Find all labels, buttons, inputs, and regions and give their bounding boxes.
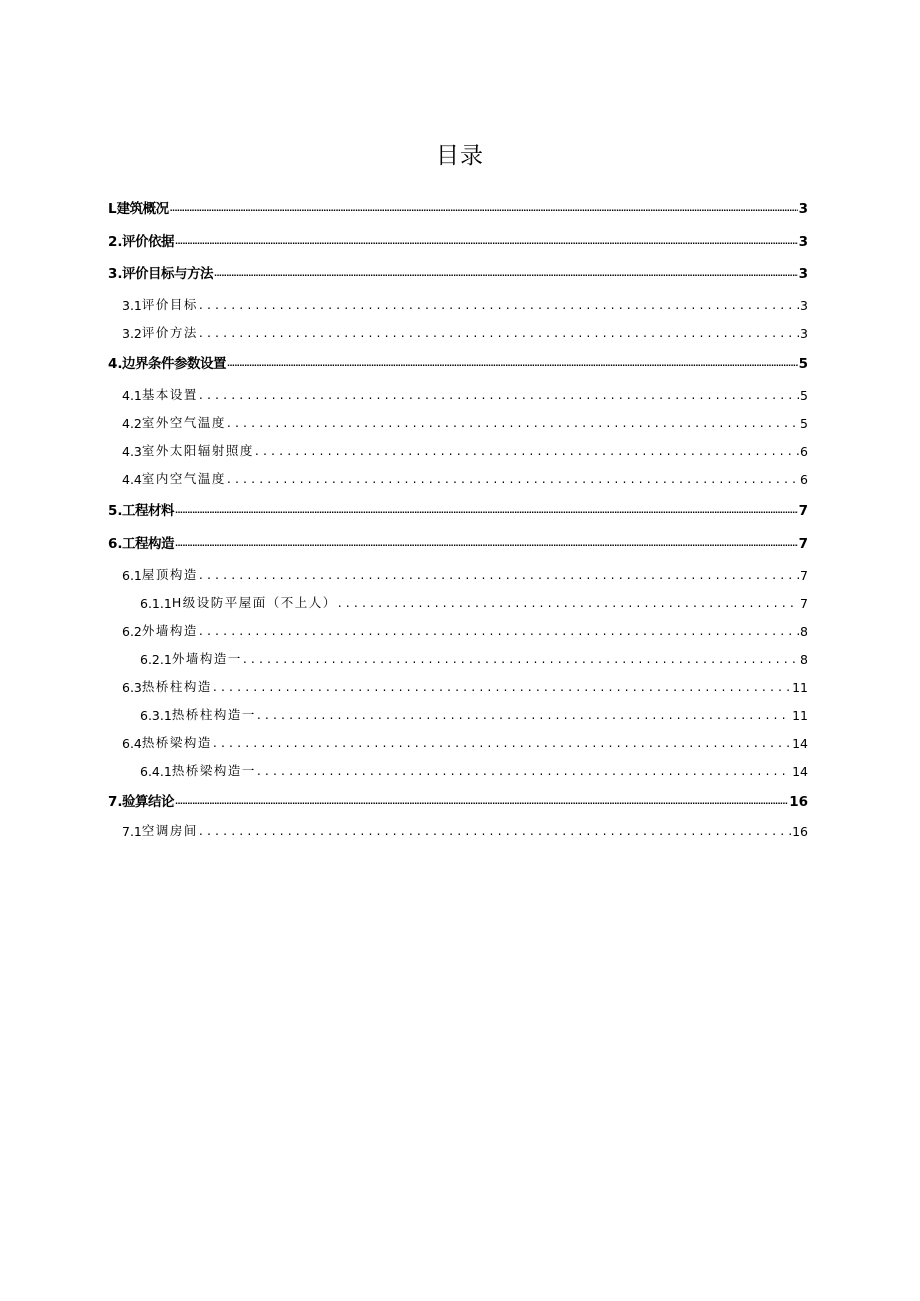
toc-entry-number: 6.4 bbox=[122, 736, 142, 751]
toc-dot-leader bbox=[175, 506, 798, 519]
toc-entry[interactable] bbox=[108, 530, 808, 552]
toc-entry-number: 6.3.1 bbox=[140, 708, 172, 723]
toc-entry-page-number: 5 bbox=[798, 356, 808, 372]
toc-entry[interactable] bbox=[108, 817, 808, 839]
toc-entry-page-number: 7 bbox=[798, 503, 808, 519]
toc-entry[interactable] bbox=[108, 497, 808, 519]
toc-entry-page-number: 3 bbox=[800, 298, 808, 313]
toc-entry[interactable] bbox=[108, 673, 808, 695]
page-title: 目录 bbox=[436, 143, 484, 170]
toc-dot-leader bbox=[213, 679, 791, 695]
toc-entry-label: .边界条件参数设置 bbox=[117, 356, 227, 372]
toc-dot-leader bbox=[175, 797, 788, 810]
toc-entry-number: 6.4.1 bbox=[140, 764, 172, 779]
toc-entry-label: .工程构造 bbox=[117, 536, 175, 552]
toc-dot-leader bbox=[227, 471, 799, 487]
toc-entry-number: 3.2 bbox=[122, 326, 142, 341]
toc-entry-number: 6.3 bbox=[122, 680, 142, 695]
toc-entry-number: L bbox=[108, 201, 117, 217]
toc-entry[interactable] bbox=[108, 228, 808, 250]
toc-dot-leader bbox=[227, 415, 799, 431]
toc-entry-label: .工程材料 bbox=[117, 503, 175, 519]
toc-entry-number: 6.1 bbox=[122, 568, 142, 583]
toc-entry[interactable] bbox=[108, 729, 808, 751]
toc-dot-leader bbox=[199, 623, 799, 639]
toc-entry-label: 室外空气温度 bbox=[141, 415, 226, 430]
toc-entry-page-number: 11 bbox=[792, 680, 808, 695]
toc-dot-leader bbox=[199, 297, 799, 313]
toc-entry[interactable] bbox=[108, 260, 808, 282]
toc-entry-label: 评价方法 bbox=[141, 325, 198, 340]
toc-dot-leader bbox=[255, 443, 799, 459]
toc-entry-label: 外墙构造一 bbox=[171, 651, 242, 666]
toc-entry-label: 室外太阳辐射照度 bbox=[141, 443, 254, 458]
toc-entry[interactable] bbox=[108, 465, 808, 487]
toc-dot-leader bbox=[214, 269, 798, 282]
toc-entry-number: 4.4 bbox=[122, 472, 142, 487]
toc-dot-leader bbox=[227, 359, 798, 372]
toc-entry-number: 4 bbox=[108, 356, 118, 372]
toc-entry[interactable] bbox=[108, 437, 808, 459]
toc-entry-number: 4.1 bbox=[122, 388, 142, 403]
toc-entry-page-number: 11 bbox=[792, 708, 808, 723]
toc-entry-label: .评价目标与方法 bbox=[117, 266, 214, 282]
toc-entry-page-number: 3 bbox=[798, 266, 808, 282]
toc-entry-number: 3 bbox=[108, 266, 118, 282]
toc-entry-page-number: 14 bbox=[792, 736, 808, 751]
toc-dot-leader bbox=[213, 735, 791, 751]
toc-entry-page-number: 6 bbox=[800, 444, 808, 459]
toc-entry-label: 热桥梁构造 bbox=[141, 735, 212, 750]
toc-entry-label: 屋顶构造 bbox=[141, 567, 198, 582]
toc-entry-label: 室内空气温度 bbox=[141, 471, 226, 486]
toc-entry-page-number: 3 bbox=[798, 234, 808, 250]
toc-entry[interactable] bbox=[108, 319, 808, 341]
toc-entry[interactable] bbox=[108, 645, 808, 667]
toc-entry-number: 7.1 bbox=[122, 824, 142, 839]
toc-entry-page-number: 16 bbox=[792, 824, 808, 839]
toc-entry-number: 6.1.1 bbox=[140, 596, 172, 611]
toc-entry[interactable] bbox=[108, 381, 808, 403]
toc-entry[interactable] bbox=[108, 589, 808, 611]
toc-entry[interactable] bbox=[108, 195, 808, 217]
toc-entry-page-number: 3 bbox=[800, 326, 808, 341]
toc-entry-label: H级设防平屋面（不上人） bbox=[171, 595, 337, 610]
toc-entry-label: 热桥柱构造 bbox=[141, 679, 212, 694]
toc-entry-number: 3.1 bbox=[122, 298, 142, 313]
toc-entry[interactable] bbox=[108, 291, 808, 313]
toc-dot-leader bbox=[243, 651, 799, 667]
toc-entry[interactable] bbox=[108, 701, 808, 723]
toc-entry[interactable] bbox=[108, 350, 808, 372]
toc-entry-label: .评价依据 bbox=[117, 234, 175, 250]
toc-dot-leader bbox=[170, 204, 798, 217]
toc-entry-page-number: 7 bbox=[800, 568, 808, 583]
toc-entry-label: .验算结论 bbox=[117, 794, 175, 810]
toc-dot-leader bbox=[199, 823, 791, 839]
toc-entry-number: 5 bbox=[108, 503, 118, 519]
toc-entry-page-number: 8 bbox=[800, 652, 808, 667]
toc-entry-label: 热桥梁构造一 bbox=[171, 763, 256, 778]
toc-entry-number: 6 bbox=[108, 536, 118, 552]
toc-entry[interactable] bbox=[108, 757, 808, 779]
toc-entry-page-number: 7 bbox=[798, 536, 808, 552]
toc-entry-number: 6.2 bbox=[122, 624, 142, 639]
toc-dot-leader bbox=[257, 707, 791, 723]
toc-dot-leader bbox=[199, 387, 799, 403]
toc-entry[interactable] bbox=[108, 409, 808, 431]
toc-dot-leader bbox=[199, 325, 799, 341]
toc-entry-page-number: 5 bbox=[800, 416, 808, 431]
toc-entry-page-number: 16 bbox=[789, 794, 808, 810]
toc-entry-page-number: 7 bbox=[800, 596, 808, 611]
toc-entry-page-number: 5 bbox=[800, 388, 808, 403]
toc-entry-number: 4.2 bbox=[122, 416, 142, 431]
toc-dot-leader bbox=[175, 539, 798, 552]
toc-entry-page-number: 6 bbox=[800, 472, 808, 487]
toc-entry-number: 6.2.1 bbox=[140, 652, 172, 667]
toc-dot-leader bbox=[175, 237, 798, 250]
toc-entry-number: 7 bbox=[108, 794, 118, 810]
toc-entry-number: 2 bbox=[108, 234, 118, 250]
toc-dot-leader bbox=[257, 763, 791, 779]
toc-entry-page-number: 3 bbox=[798, 201, 808, 217]
toc-entry-label: 建筑概况 bbox=[116, 201, 169, 217]
toc-entry[interactable] bbox=[108, 788, 808, 810]
toc-entry-label: 空调房间 bbox=[141, 823, 198, 838]
toc-dot-leader bbox=[199, 567, 799, 583]
toc-entry-number: 4.3 bbox=[122, 444, 142, 459]
toc-entry-label: 评价目标 bbox=[141, 297, 198, 312]
toc-entry[interactable] bbox=[108, 617, 808, 639]
toc-entry-page-number: 14 bbox=[792, 764, 808, 779]
toc-entry-page-number: 8 bbox=[800, 624, 808, 639]
toc-entry-label: 外墙构造 bbox=[141, 623, 198, 638]
toc-entry-label: 基本设置 bbox=[141, 387, 198, 402]
toc-dot-leader bbox=[338, 595, 799, 611]
toc-entry[interactable] bbox=[108, 561, 808, 583]
toc-entry-label: 热桥柱构造一 bbox=[171, 707, 256, 722]
